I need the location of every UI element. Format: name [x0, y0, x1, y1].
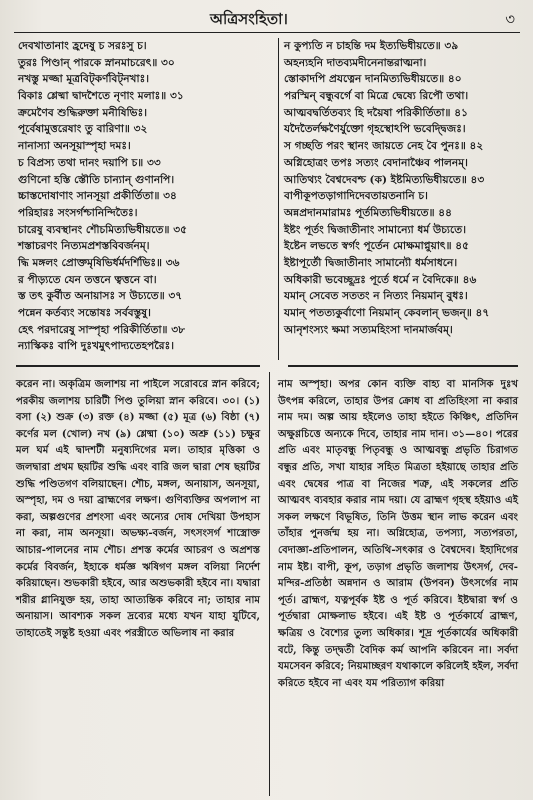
verse-column-divider [278, 38, 279, 360]
verse-line: স্ত তৎ কুর্বীত অনায়াসঃ স উচ্যতে॥ ৩৭ [18, 290, 183, 303]
verse-line: পরিহারঃ সংসর্গশ্চানিন্দিতৈঃ। [18, 206, 138, 219]
verse-line: স্তোকাদপি প্রযত্নেন দানমিত্যভিধীয়তে॥ ৪০ [284, 73, 462, 86]
verse-line: হেৎ পরদারেষু সাস্পৃহা পরিকীর্তিতা॥ ৩৮ [18, 323, 185, 336]
bengali-commentary-left: করেন না। অকৃত্রিম জলাশয় না পাইলে সরোবরে স্নান করিবে; পরকীয় জলাশয় চারিটী পিণ্ড তুলিয়া স্নান করিবে। ৩০। (১) বসা (২) শুক্র (৩) রক্ত (৪) মজ্জা (৫) মূত্র (৬) বিষ্ঠা (৭) কর্ণের মল (খোল) নখ (৯) শ্লেষ্মা (১০) অশ্রু (১১) চক্ষুর মল ঘর্ম এই দ্বাদশটী মনুষ্যদিগের মল। তাহার মৃত্তিকা ও জলদ্বারা প্রথম ছয়টির শুদ্ধি এবং বারি জল দ্বারা শেষ ছয়টির শুদ্ধি পণ্ডিতগণ বলিয়াছেন। শৌচ, মঙ্গল, অনায়াস, অনসূয়া, অস্পৃহা, দম ও দয়া ব্রাহ্মণের লক্ষণ। গুণিব্যক্তির অপলাপ না করা, অল্পগুণের প্রশংসা এবং অন্যের দোষ দেখিয়া উপহাস না করা, নাম অনসূয়া। অভক্ষ্য-বর্জন, সৎসংসর্গ শাস্ত্রোক্ত আচার-পালনের নাম শৌচ। প্রশস্ত কর্মের আচরণ ও অপ্রশস্ত কর্মের বিবর্জন, ইহাকে ধর্মজ্ঞ ঋষিগণ মঙ্গল বলিয়া নির্দেশ করিয়াছেন। শুভকারী হইবে, আর অশুভকারী হইবে না। যদ্বারা শরীর গ্লানিযুক্ত হয়, তাহা আত্যন্তিক করিবে না; তাহার নাম অনায়াস। আবশ্যক সকল দ্রব্যের মধ্যে যখন যাহা যুটিবে, তাহাতেই সন্তুষ্ট হওয়া এবং পরস্ত্রীতে অভিলাষ না করার [16, 379, 260, 639]
verse-line: নানাস্যা অনসূয়াস্পৃহা দমঃ। [18, 140, 131, 153]
verse-line: পরস্মিন্ বন্ধুবর্গে বা মিত্রে দ্বেষ্যে রিপৌ তথা। [284, 90, 469, 103]
verse-line: আনৃশংস্যং ক্ষমা সত্যমহিংসা দানমার্জবম্। [284, 323, 453, 336]
verse-line: পূর্বেষামুত্তরেষাং তু বারিণা॥ ৩২ [18, 123, 148, 136]
section-divider-left [16, 365, 260, 367]
verse-line: যমান্ সেবেত সততং ন নিত্যং নিয়মান্ বুধঃ। [284, 290, 468, 303]
verse-line: ন্যাস্কিকঃ বাপি দুঃখমুৎপাদ্যতেহপরৈঃ। [18, 340, 175, 353]
verse-line: অহন্যহনি দাতব্যমদীনেনান্তরাত্মনা। [284, 56, 427, 69]
verse-line: আত্মবদ্বর্তিতব্যং হি দয়ৈষা পরিকীর্তিতা॥ ৪১ [284, 106, 468, 119]
verse-line: নখস্তু মজ্জা মূত্রবিট্কর্ণবিট্নখাঃ। [18, 73, 150, 86]
page-header [0, 8, 533, 32]
verse-line: ক্রমেণৈব শুদ্ধিরুক্তা মনীষিভিঃ। [18, 106, 148, 119]
verse-line: বিকাঃ শ্লেষ্মা দ্বাদশৈতে নৃণাং মলাঃ॥ ৩১ [18, 90, 184, 103]
verse-line: ন কুপ্যতি ন চাহন্তি দম ইত্যভিধীয়তে॥ ৩৯ [284, 40, 459, 52]
verse-line: দেবখাতানাং হ্রদেষু চ সরঃসু চ। [18, 40, 147, 52]
verse-line: গুণিনো হস্তি স্তৌতি চান্যান্ গুণানপি। [18, 173, 175, 186]
verse-line: ইষ্টাপূর্তৌ দ্বিজাতীনাং সামান্যৌ ধর্মসাধনে। [284, 256, 458, 269]
verse-line: বাপীকূপতড়াগাদিদেবতায়তনানি চ। [284, 190, 428, 203]
verse-line: আতিথ্যং বৈশ্বদেবশ্চ (ক) ইষ্টমিত্যভিধীয়তে॥ ৪৩ [284, 173, 485, 186]
verse-line: যমান্ পতত্যকুর্বাণো নিয়মান্ কেবলান্ ভজন্॥ ৪৭ [284, 307, 490, 319]
header-rule [14, 32, 520, 33]
verse-line: যদৈতৈর্লক্ষণৈর্যুক্তো গৃহস্থোঽপি ভবেদ্দ্বিজঃ। [284, 123, 466, 136]
verse-line: ইষ্টং পূর্তং দ্বিজাতীনাং সামান্যো ধর্ম উচ্যতে। [284, 223, 466, 236]
verse-line: অন্নপ্রদানমারামঃ পূর্তমিত্যভিধীয়তে॥ ৪৪ [284, 206, 453, 219]
sanskrit-verses-right [284, 38, 524, 338]
verse-line: অধিকারী ভবেচ্ছূদ্রঃ পূর্তে ধর্মে ন বৈদিকে॥ ৪৬ [284, 273, 477, 286]
verse-line: দ্ধি মঙ্গলং প্রোক্তমৃষিভির্ধর্মদর্শিভিঃ॥ ৩৬ [18, 256, 180, 269]
verse-line: ইষ্টেন লভতে স্বর্গং পূর্তেন মোক্ষমাপ্নুয়াৎ॥ ৪৫ [284, 240, 470, 253]
verse-line: স গচ্ছতি পরং স্থানং জায়তে নেহ বৈ পুনঃ॥ ৪২ [284, 140, 484, 153]
verse-line: অগ্নিহোত্রং তপঃ সত্যং বেদানাঞ্চৈব পালনম্। [284, 156, 468, 169]
verse-line: শস্তাচরণং নিত্যমপ্রশস্তবিবর্জনম্। [18, 240, 150, 253]
verse-line: চ্চাস্তদোষাণাং সানসূয়া প্রকীর্তিতা॥ ৩৪ [18, 190, 177, 203]
sanskrit-verses-left [18, 38, 308, 355]
verse-line: চারেষু ব্যবস্থানং শৌচমিত্যভিধীয়তে॥ ৩৫ [18, 223, 187, 236]
running-title: অত্রিসংহিতা। [210, 10, 288, 28]
verse-line: চ বিপ্রস্য তথা দানং দয়াপি চ॥ ৩৩ [18, 156, 161, 169]
bengali-commentary-right: নাম অস্পৃহা। অপর কোন ব্যক্তি বাহ্য বা মানসিক দুঃখ উৎপন্ন করিলে, তাহার উপর ক্রোধ বা প্রতিহিংসা না করার নাম দম। অল্প আয় হইলেও তাহা হইতে কিঞ্চিৎ, প্রতিদিন অক্ষুণ্ণচিত্তে অন্যকে দিবে, তাহার নাম দান। ৩১—৪০। পরের প্রতি এবং মাতৃবন্ধু পিতৃবন্ধু ও আত্মবন্ধু প্রভৃতি চিরাগত বন্ধুর প্রতি, সখা যাহার সহিত মিত্রতা হইয়াছে তাহার প্রতি এবং দ্বেষের পাত্র বা নিজের শত্রু, এই সকলের প্রতি আত্মবৎ ব্যবহার করার নাম দয়া। যে ব্রাহ্মণ গৃহস্থ হইয়াও এই সকল লক্ষণে বিভূষিত, তিনি উত্তম স্থান লাভ করেন এবং তাঁহার পুনর্জন্ম হয় না। অগ্নিহোত্র, তপস্যা, সত্যপরতা, বেদাজ্ঞা-প্রতিপালন, অতিথি-সৎকার ও বৈশ্বদেব। ইহাদিগের নাম ইষ্ট। বাপী, কূপ, তড়াগ প্রভৃতি জলাশয় উৎসর্গ, দেব-মন্দির-প্রতিষ্ঠা অন্নদান ও আরাম (উপবন) উৎসর্গের নাম পূর্ত। ব্রাহ্মণ, যত্নপূর্বক ইষ্ট ও পূর্ত করিবে। ইষ্টদ্বারা স্বর্গ ও পূর্তদ্বারা মোক্ষলাভ হইবে। এই ইষ্ট ও পূর্তকার্যে ব্রাহ্মণ, ক্ষত্রিয় ও বৈশ্যের তুল্য অধিকার। শূদ্র পূর্তকার্যের অধিকারী বটে, কিন্তু তদ্দ্বর্তী বৈদিক কর্ম আপনি করিবেন না। সর্বদা যমসেবন করিবে; নিয়মাচ্ছরণ যথাকালে করিলেই হইল, সর্বদা করিতে হইবে না এবং যম পরিত্যাগ করিয়া [278, 379, 518, 689]
verse-line: পন্নেন কর্তব্যং সন্তোষঃ সর্ববস্তুষু। [18, 307, 151, 319]
prose-column-divider [269, 372, 270, 796]
page-number: ৩ [505, 10, 515, 28]
section-divider-right [288, 365, 518, 367]
verse-line: র পীড়্যতে যেন তত্তনে ত্বত্তনে বা। [18, 273, 157, 286]
verse-line: তুরঃ পিণ্ডান্ পারকে স্নানমাচরেৎ॥ ৩০ [18, 56, 175, 69]
